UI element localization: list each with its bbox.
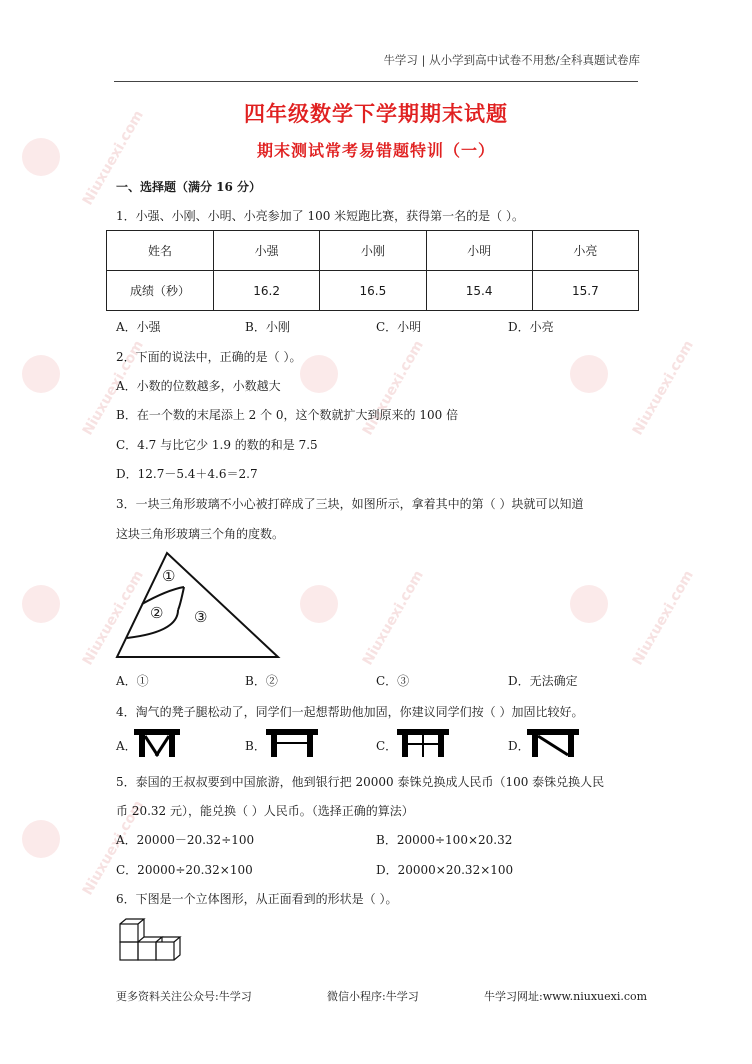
watermark-text: Niuxuexi.com: [79, 567, 147, 669]
score-table: [106, 230, 639, 311]
q4-option-d: D．: [508, 739, 530, 753]
table-cell: 姓名: [107, 231, 214, 271]
solid-figure-cubes: [118, 918, 186, 964]
watermark-text: Niuxuexi.com: [79, 337, 147, 439]
table-cell: 小明: [426, 231, 532, 271]
watermark-logo-icon: [560, 575, 620, 635]
watermark-logo-icon: [12, 810, 72, 870]
stool-c-icon: [397, 729, 449, 757]
question-2: 2．下面的说法中，正确的是（ ）。: [116, 350, 302, 364]
q1-option-d: D．小亮: [508, 320, 554, 334]
piece-2-label: ②: [150, 604, 164, 622]
q3-option-b: B．②: [245, 674, 278, 688]
q2-option-b: B．在一个数的末尾添上 2 个 0，这个数就扩大到原来的 100 倍: [116, 408, 459, 422]
q3-option-c: C．③: [376, 674, 410, 688]
question-3-line1: 3．一块三角形玻璃不小心被打碎成了三块，如图所示，拿着其中的第（ ）块就可以知道: [116, 497, 584, 511]
watermark-logo-icon: [560, 345, 620, 405]
question-4: 4．淘气的凳子腿松动了，同学们一起想帮助他加固，你建议同学们按（ ）加固比较好。: [116, 705, 584, 719]
footer-right: 牛学习网址:www.niuxuexi.com: [484, 990, 648, 1003]
q2-option-c: C．4.7 与比它少 1.9 的数的和是 7.5: [116, 438, 318, 452]
question-3-line2: 这块三角形玻璃三个角的度数。: [116, 527, 285, 541]
table-row: [107, 271, 639, 311]
page-subtitle: 期末测试常考易错题特训（一）: [256, 141, 495, 160]
q2-option-d: D．12.7－5.4＋4.6＝2.7: [116, 467, 258, 481]
table-cell: 成绩（秒）: [107, 271, 214, 311]
broken-triangle-figure: [112, 550, 287, 662]
q3-option-d: D．无法确定: [508, 674, 578, 688]
table-row: [107, 231, 639, 271]
table-cell: 小刚: [320, 231, 426, 271]
table-cell: 15.7: [532, 271, 638, 311]
q2-option-a: A．小数的位数越多，小数越大: [116, 379, 281, 393]
piece-3-label: ③: [194, 608, 208, 626]
q4-option-a: A．: [116, 739, 137, 753]
question-1: 1．小强、小刚、小明、小亮参加了 100 米短跑比赛，获得第一名的是（ ）。: [116, 209, 524, 223]
watermark-text: Niuxuexi.com: [79, 107, 147, 209]
table-cell: 15.4: [426, 271, 532, 311]
q3-option-a: A．①: [116, 674, 149, 688]
stool-d-icon: [527, 729, 579, 757]
q1-option-b: B．小刚: [245, 320, 290, 334]
stool-a-icon: [134, 729, 180, 757]
table-cell: 16.2: [214, 271, 320, 311]
q1-option-c: C．小明: [376, 320, 422, 334]
watermark-text: Niuxuexi.com: [359, 337, 427, 439]
page-title: 四年级数学下学期期末试题: [244, 102, 508, 126]
q5-option-c: C．20000÷20.32×100: [116, 863, 253, 877]
q5-option-a: A．20000－20.32÷100: [116, 833, 255, 847]
header-divider: [114, 81, 638, 82]
q5-option-d: D．20000×20.32×100: [376, 863, 514, 877]
table-cell: 小强: [214, 231, 320, 271]
section-heading: 一、选择题（满分 16 分）: [116, 180, 262, 194]
stool-b-icon: [266, 729, 318, 757]
table-cell: 小亮: [532, 231, 638, 271]
table-cell: 16.5: [320, 271, 426, 311]
watermark-logo-icon: [290, 575, 350, 635]
watermark-text: Niuxuexi.com: [79, 797, 147, 899]
q4-option-b: B．: [245, 739, 266, 753]
watermark-text: Niuxuexi.com: [629, 337, 697, 439]
q4-option-c: C．: [376, 739, 398, 753]
question-6: 6．下图是一个立体图形，从正面看到的形状是（ ）。: [116, 892, 398, 906]
q1-option-a: A．小强: [116, 320, 161, 334]
watermark-logo-icon: [12, 575, 72, 635]
question-5-line1: 5．泰国的王叔叔要到中国旅游，他到银行把 20000 泰铢兑换成人民币（100 泰铢兑换人民: [116, 775, 605, 789]
page-header: 牛学习 | 从小学到高中试卷不用愁/全科真题试卷库: [383, 53, 640, 67]
watermark-text: Niuxuexi.com: [629, 567, 697, 669]
watermark-text: Niuxuexi.com: [359, 567, 427, 669]
watermark-logo-icon: [12, 345, 72, 405]
question-5-line2: 币 20.32 元），能兑换（ ）人民币。（选择正确的算法）: [116, 804, 414, 818]
piece-1-label: ①: [162, 567, 176, 585]
q5-option-b: B．20000÷100×20.32: [376, 833, 513, 847]
footer-middle: 微信小程序:牛学习: [327, 990, 419, 1003]
footer-left: 更多资料关注公众号:牛学习: [116, 990, 252, 1003]
